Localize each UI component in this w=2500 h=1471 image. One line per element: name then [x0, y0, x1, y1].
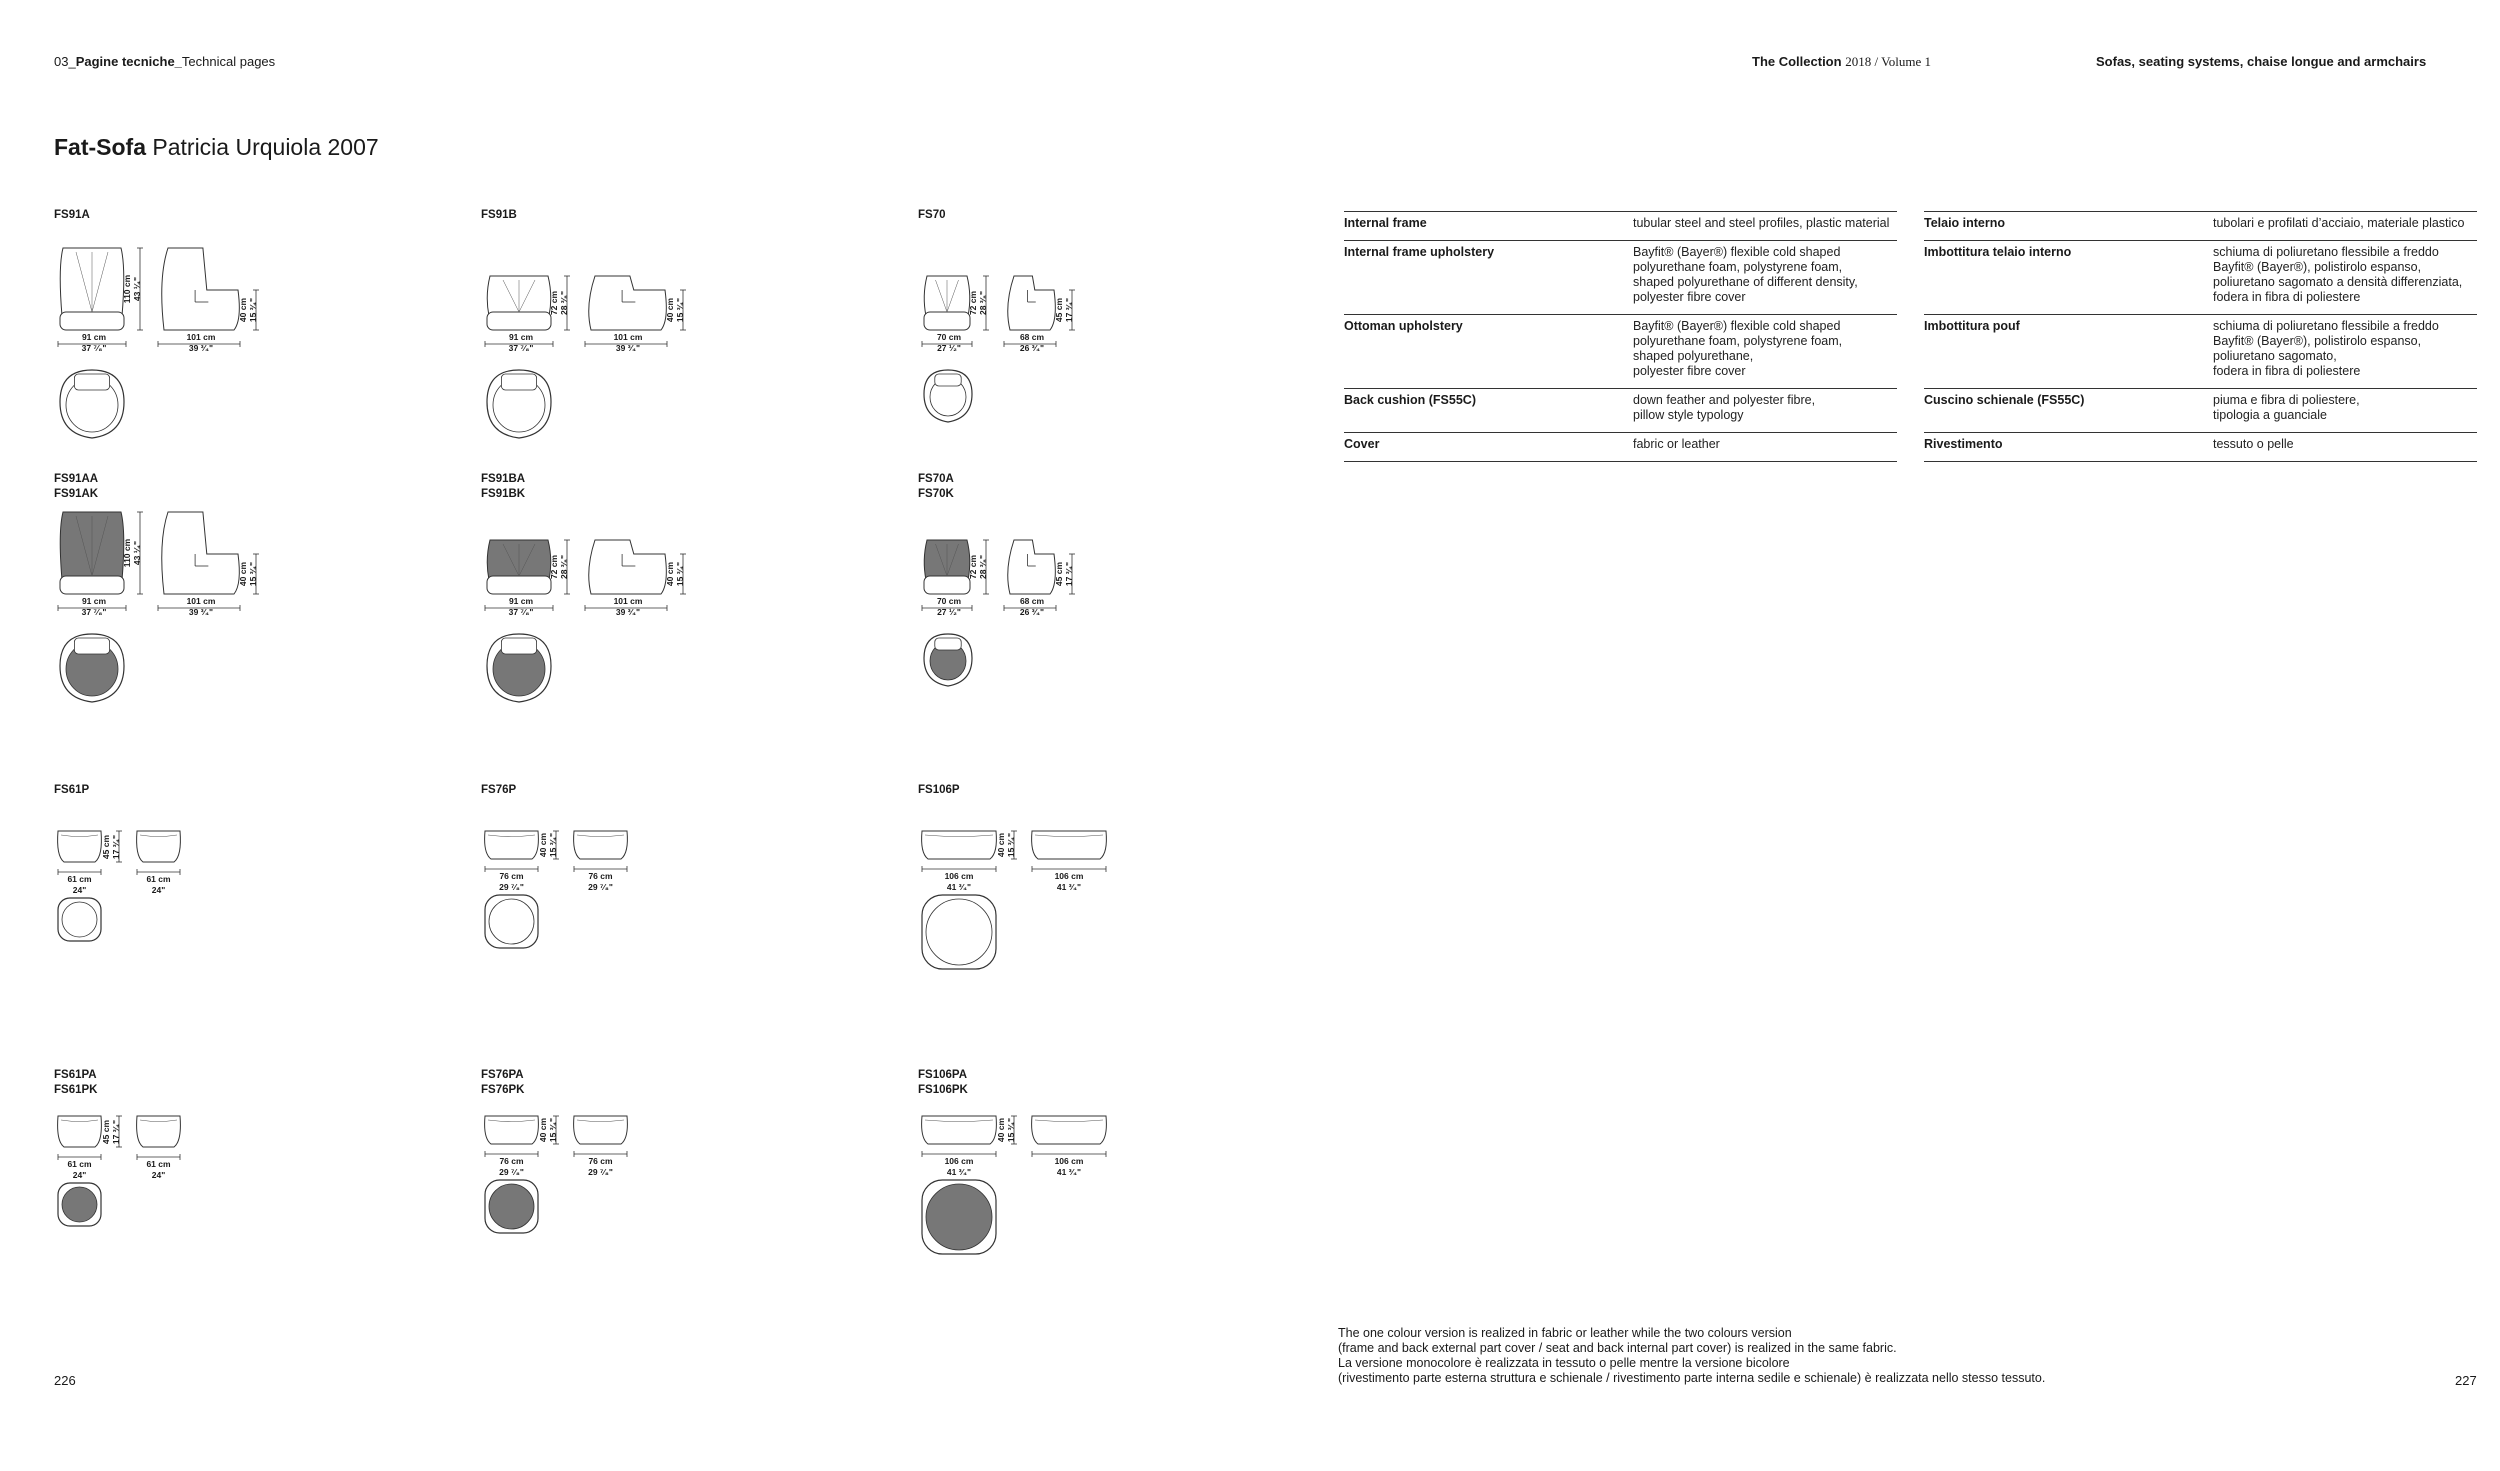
dimension-inch: 39 ³⁄₄"	[188, 343, 214, 353]
vertical-dimension-text	[538, 1118, 558, 1142]
ottoman-top-seat	[926, 899, 992, 965]
model-code: FS91A	[54, 209, 90, 221]
dimension-cm: 91 cm	[508, 596, 534, 606]
dimension-inch: 39 ³⁄₄"	[615, 343, 641, 353]
chair-seam	[92, 252, 108, 312]
dimension-inch: 41 ³⁄₄"	[946, 882, 972, 892]
model-code: FS76P	[481, 784, 517, 796]
horizontal-dimension-label	[912, 1156, 1006, 1178]
horizontal-dimension-label	[467, 596, 575, 618]
colour-version-note	[1338, 1326, 2045, 1386]
dimension-cm: 70 cm	[936, 596, 962, 606]
vertical-dimension-text	[238, 562, 258, 586]
chair-side-view	[1008, 540, 1056, 594]
vertical-dimension-text	[665, 562, 685, 586]
spec-value: fabric or leather	[1633, 433, 1897, 462]
spec-row	[1924, 212, 2477, 241]
section-number: 03_	[54, 54, 76, 69]
horizontal-dimension-label	[127, 1159, 190, 1181]
model-code: FS61PA	[54, 1069, 97, 1081]
model-code: FS91BA	[481, 473, 526, 485]
dimension-cm: 106 cm	[944, 1156, 974, 1166]
spec-label: Telaio interno	[1924, 212, 2213, 241]
note-line: (frame and back external part cover / seat and back internal part cover) is realized in the same fabric.	[1338, 1341, 1897, 1355]
dimension-inch: 39 ³⁄₄"	[615, 607, 641, 617]
dimension-inch: 17 ³⁄₄"	[1064, 561, 1074, 587]
dimension-inch: 24"	[72, 1170, 87, 1180]
ottoman-front-view	[922, 1116, 997, 1144]
horizontal-dimension-label	[577, 332, 679, 354]
chair-front-seat	[60, 312, 124, 330]
ottoman-drawing	[918, 1068, 1238, 1268]
vertical-dimension-text	[1054, 562, 1074, 586]
spec-value: tessuto o pelle	[2213, 433, 2477, 462]
ottoman-drawing	[481, 1068, 801, 1268]
spec-value: tubular steel and steel profiles, plastic material	[1633, 212, 1897, 241]
chair-seam	[503, 280, 519, 312]
dimension-inch: 41 ³⁄₄"	[1056, 1167, 1082, 1177]
vertical-dimension-text	[549, 555, 569, 579]
dimension-inch: 17 ³⁄₄"	[111, 1119, 121, 1144]
dimension-inch: 37 ⁷⁄₈"	[81, 607, 107, 617]
horizontal-dimension-label	[904, 332, 994, 354]
dimension-cm: 76 cm	[588, 871, 613, 881]
chair-svg	[918, 472, 1238, 712]
spec-label: Back cushion (FS55C)	[1344, 389, 1633, 433]
spec-label: Internal frame	[1344, 212, 1633, 241]
dimension-cm: 61 cm	[146, 1159, 171, 1169]
dimension-inch: 29 ⁷⁄₈"	[588, 882, 613, 892]
dimension-inch: 15 ³⁄₄"	[548, 832, 558, 858]
dimension-inch: 24"	[72, 885, 87, 895]
spec-row	[1924, 433, 2477, 462]
dimension-cm: 45 cm	[101, 1119, 111, 1144]
dimension-cm: 72 cm	[549, 290, 559, 316]
dimension-cm: 76 cm	[588, 1156, 613, 1166]
chair-side-view	[1008, 276, 1056, 330]
spec-label: Cuscino schienale (FS55C)	[1924, 389, 2213, 433]
horizontal-dimension-label	[564, 1156, 637, 1178]
spec-label: Internal frame upholstery	[1344, 241, 1633, 315]
vertical-dimension-text	[101, 834, 121, 858]
dimension-inch: 28 ³⁄₈"	[978, 290, 988, 316]
spec-label: Rivestimento	[1924, 433, 2213, 462]
dimension-cm: 45 cm	[1054, 297, 1064, 323]
dimension-cm: 40 cm	[996, 832, 1006, 858]
dimension-cm: 40 cm	[538, 832, 548, 858]
dimension-inch: 29 ⁷⁄₈"	[499, 882, 524, 892]
dimension-cm: 110 cm	[122, 538, 132, 568]
horizontal-dimension-label	[475, 871, 548, 893]
dimension-inch: 15 ³⁄₄"	[248, 297, 258, 323]
chair-front-seat	[924, 576, 970, 594]
ottoman-drawing	[481, 783, 801, 983]
vertical-dimension-text	[101, 1119, 121, 1143]
dimension-cm: 68 cm	[1019, 596, 1045, 606]
spec-value: tubolari e profilati d’acciaio, materiale plastico	[2213, 212, 2477, 241]
chair-seam	[947, 280, 959, 312]
ottoman-side-view	[1032, 1116, 1107, 1144]
model-code: FS70	[918, 209, 946, 221]
dimension-inch: 28 ³⁄₈"	[559, 290, 569, 316]
product-name: Fat-Sofa	[54, 134, 146, 160]
model-code: FS106PA	[918, 1069, 968, 1081]
dimension-inch: 27 ¹⁄₂"	[937, 607, 961, 617]
ottoman-drawing	[54, 1068, 374, 1268]
ottoman-top-seat	[62, 1187, 97, 1222]
dimension-cm: 76 cm	[499, 871, 524, 881]
spec-row	[1924, 241, 2477, 315]
dimension-cm: 72 cm	[968, 290, 978, 316]
ottoman-side-view	[1032, 831, 1107, 859]
dimension-cm: 101 cm	[186, 596, 216, 606]
vertical-dimension-text	[968, 291, 988, 315]
dimension-inch: 24"	[151, 885, 166, 895]
spec-row	[1344, 389, 1897, 433]
dimension-inch: 37 ⁷⁄₈"	[508, 607, 534, 617]
dimension-inch: 37 ⁷⁄₈"	[81, 343, 107, 353]
horizontal-dimension-label	[150, 332, 252, 354]
dimension-cm: 106 cm	[1054, 1156, 1084, 1166]
dimension-cm: 91 cm	[508, 332, 534, 342]
spec-row	[1344, 241, 1897, 315]
model-code: FS76PA	[481, 1069, 524, 1081]
dimension-cm: 72 cm	[549, 554, 559, 580]
ottoman-top-seat	[926, 1184, 992, 1250]
model-code: FS91BK	[481, 488, 526, 500]
note-line: The one colour version is realized in fabric or leather while the two colours version	[1338, 1326, 1792, 1340]
spec-value: piuma e fibra di poliestere, tipologia a guanciale	[2213, 389, 2477, 433]
chair-top-backrest	[501, 638, 536, 654]
section-title-en: Technical pages	[181, 54, 276, 69]
dimension-cm: 61 cm	[67, 1159, 92, 1169]
spec-value: schiuma di poliuretano flessibile a freddo Bayfit® (Bayer®), polistirolo espanso, poliuretano sagomato a densità differenziata, fodera in fibra di poliestere	[2213, 241, 2477, 315]
horizontal-dimension-label	[1022, 1156, 1116, 1178]
chair-drawing	[481, 208, 801, 448]
spec-row	[1344, 212, 1897, 241]
note-line: (rivestimento parte esterna struttura e schienale / rivestimento parte interna sedile e schienale) è realizzata nello stesso tessuto.	[1338, 1371, 2046, 1385]
horizontal-dimension-label	[475, 1156, 548, 1178]
dimension-cm: 61 cm	[67, 874, 92, 884]
ottoman-front-view	[485, 1116, 539, 1144]
vertical-dimension-text	[665, 298, 685, 322]
vertical-dimension-text	[996, 1118, 1016, 1142]
chair-top-backrest	[501, 374, 536, 390]
chair-svg	[54, 208, 374, 448]
spec-value: Bayfit® (Bayer®) flexible cold shaped polyurethane foam, polystyrene foam, shaped polyurethane, polyester fibre cover	[1633, 315, 1897, 389]
spec-value: down feather and polyester fibre, pillow style typology	[1633, 389, 1897, 433]
model-code: FS106PK	[918, 1084, 968, 1096]
dimension-inch: 29 ⁷⁄₈"	[499, 1167, 524, 1177]
chair-seam	[936, 280, 948, 312]
dimension-cm: 40 cm	[538, 1117, 548, 1143]
chair-front-seat	[487, 576, 551, 594]
chair-front-seat	[487, 312, 551, 330]
spec-table-en	[1344, 211, 1897, 462]
dimension-cm: 61 cm	[146, 874, 171, 884]
spec-label: Imbottitura telaio interno	[1924, 241, 2213, 315]
dimension-inch: 17 ³⁄₄"	[1064, 297, 1074, 323]
spec-row	[1924, 389, 2477, 433]
dimension-inch: 15 ³⁄₄"	[1006, 832, 1016, 858]
chair-top-backrest	[935, 374, 961, 386]
vertical-dimension-text	[538, 833, 558, 857]
horizontal-dimension-label	[127, 874, 190, 896]
chair-side-view	[589, 276, 667, 330]
chair-top-backrest	[935, 638, 961, 650]
ottoman-top-seat	[489, 899, 534, 944]
dimension-inch: 43 ¹⁄₄"	[132, 276, 142, 302]
horizontal-dimension-label	[48, 874, 111, 896]
chair-drawing	[54, 472, 374, 712]
chair-side-view	[162, 248, 240, 330]
dimension-cm: 91 cm	[81, 332, 107, 342]
horizontal-dimension-label	[577, 596, 679, 618]
chair-front-seat	[60, 576, 124, 594]
dimension-cm: 70 cm	[936, 332, 962, 342]
spec-row	[1344, 315, 1897, 389]
collection-title: The Collection	[1752, 54, 1842, 69]
spec-table-it	[1924, 211, 2477, 462]
chair-front-seat	[924, 312, 970, 330]
chair-drawing	[918, 208, 1238, 448]
chair-side-view	[589, 540, 667, 594]
horizontal-dimension-label	[150, 596, 252, 618]
dimension-inch: 37 ⁷⁄₈"	[508, 343, 534, 353]
dimension-cm: 72 cm	[968, 554, 978, 580]
ottoman-top-seat	[62, 902, 97, 937]
chair-drawing	[918, 472, 1238, 712]
horizontal-dimension-label	[467, 332, 575, 354]
vertical-dimension-text	[549, 291, 569, 315]
dimension-cm: 45 cm	[101, 834, 111, 859]
ottoman-top-seat	[489, 1184, 534, 1229]
collection-header	[1752, 54, 1931, 70]
spec-value: Bayfit® (Bayer®) flexible cold shaped polyurethane foam, polystyrene foam, shaped polyurethane of different density, polyester fibre cover	[1633, 241, 1897, 315]
horizontal-dimension-label	[996, 332, 1068, 354]
model-code: FS91AA	[54, 473, 99, 485]
horizontal-dimension-label	[48, 1159, 111, 1181]
dimension-inch: 28 ³⁄₈"	[978, 554, 988, 580]
horizontal-dimension-label	[40, 332, 148, 354]
model-code: FS70A	[918, 473, 954, 485]
chair-side-view	[162, 512, 240, 594]
dimension-cm: 106 cm	[1054, 871, 1084, 881]
spec-value: schiuma di poliuretano flessibile a freddo Bayfit® (Bayer®), polistirolo espanso, poliuretano sagomato, fodera in fibra di poliestere	[2213, 315, 2477, 389]
dimension-inch: 26 ³⁄₄"	[1019, 343, 1045, 353]
horizontal-dimension-label	[912, 871, 1006, 893]
dimension-cm: 76 cm	[499, 1156, 524, 1166]
vertical-dimension-text	[996, 833, 1016, 857]
horizontal-dimension-label	[1022, 871, 1116, 893]
dimension-cm: 68 cm	[1019, 332, 1045, 342]
chair-seam	[76, 252, 92, 312]
dimension-inch: 15 ³⁄₄"	[248, 561, 258, 587]
ottoman-front-view	[485, 831, 539, 859]
chair-seam	[519, 280, 535, 312]
model-code: FS70K	[918, 488, 954, 500]
dimension-inch: 15 ³⁄₄"	[548, 1117, 558, 1143]
vertical-dimension-text	[122, 539, 142, 567]
dimension-cm: 101 cm	[186, 332, 216, 342]
model-code: FS106P	[918, 784, 960, 796]
model-code: FS61P	[54, 784, 90, 796]
dimension-inch: 15 ³⁄₄"	[675, 561, 685, 587]
ottoman-drawing	[918, 783, 1238, 983]
horizontal-dimension-label	[40, 596, 148, 618]
spec-row	[1344, 433, 1897, 462]
dimension-inch: 41 ³⁄₄"	[946, 1167, 972, 1177]
model-code: FS76PK	[481, 1084, 525, 1096]
dimension-inch: 43 ¹⁄₄"	[132, 540, 142, 566]
vertical-dimension-text	[1054, 298, 1074, 322]
section-header	[54, 54, 275, 69]
dimension-inch: 17 ³⁄₄"	[111, 834, 121, 859]
dimension-inch: 28 ³⁄₈"	[559, 554, 569, 580]
model-code: FS91B	[481, 209, 517, 221]
dimension-inch: 15 ³⁄₄"	[675, 297, 685, 323]
dimension-cm: 101 cm	[613, 596, 643, 606]
dimension-inch: 27 ¹⁄₂"	[937, 343, 961, 353]
dimension-cm: 106 cm	[944, 871, 974, 881]
chair-top-backrest	[74, 638, 109, 654]
designer-name: Patricia Urquiola 2007	[152, 134, 379, 160]
dimension-cm: 101 cm	[613, 332, 643, 342]
page-number-left: 226	[54, 1373, 76, 1388]
vertical-dimension-text	[238, 298, 258, 322]
dimension-inch: 39 ³⁄₄"	[188, 607, 214, 617]
horizontal-dimension-label	[996, 596, 1068, 618]
dimension-cm: 110 cm	[122, 274, 132, 304]
dimension-cm: 40 cm	[996, 1117, 1006, 1143]
horizontal-dimension-label	[904, 596, 994, 618]
chair-svg	[481, 472, 801, 712]
model-code: FS91AK	[54, 488, 99, 500]
chair-svg	[481, 208, 801, 448]
ottoman-side-view	[574, 1116, 628, 1144]
spec-label: Ottoman upholstery	[1344, 315, 1633, 389]
page-title	[54, 134, 379, 161]
ottoman-front-view	[922, 831, 997, 859]
dimension-inch: 41 ³⁄₄"	[1056, 882, 1082, 892]
dimension-cm: 91 cm	[81, 596, 107, 606]
chair-svg	[54, 472, 374, 712]
dimension-inch: 15 ³⁄₄"	[1006, 1117, 1016, 1143]
horizontal-dimension-label	[564, 871, 637, 893]
dimension-inch: 26 ³⁄₄"	[1019, 607, 1045, 617]
page-number-right: 227	[2455, 1373, 2477, 1388]
dimension-cm: 40 cm	[238, 561, 248, 587]
dimension-cm: 40 cm	[665, 561, 675, 587]
collection-volume: 2018 / Volume 1	[1845, 54, 1932, 69]
category-header: Sofas, seating systems, chaise longue and armchairs	[2096, 54, 2427, 69]
dimension-inch: 24"	[151, 1170, 166, 1180]
note-line: La versione monocolore è realizzata in tessuto o pelle mentre la versione bicolore	[1338, 1356, 1790, 1370]
spec-label: Imbottitura pouf	[1924, 315, 2213, 389]
vertical-dimension-text	[968, 555, 988, 579]
model-code: FS61PK	[54, 1084, 98, 1096]
chair-drawing	[54, 208, 374, 448]
ottoman-drawing	[54, 783, 374, 983]
chair-svg	[918, 208, 1238, 448]
dimension-cm: 45 cm	[1054, 561, 1064, 587]
ottoman-side-view	[574, 831, 628, 859]
chair-top-backrest	[74, 374, 109, 390]
spec-label: Cover	[1344, 433, 1633, 462]
dimension-cm: 40 cm	[238, 297, 248, 323]
chair-drawing	[481, 472, 801, 712]
dimension-cm: 40 cm	[665, 297, 675, 323]
section-title-it: Pagine tecniche_	[75, 54, 182, 69]
spec-row	[1924, 315, 2477, 389]
vertical-dimension-text	[122, 275, 142, 303]
dimension-inch: 29 ⁷⁄₈"	[588, 1167, 613, 1177]
